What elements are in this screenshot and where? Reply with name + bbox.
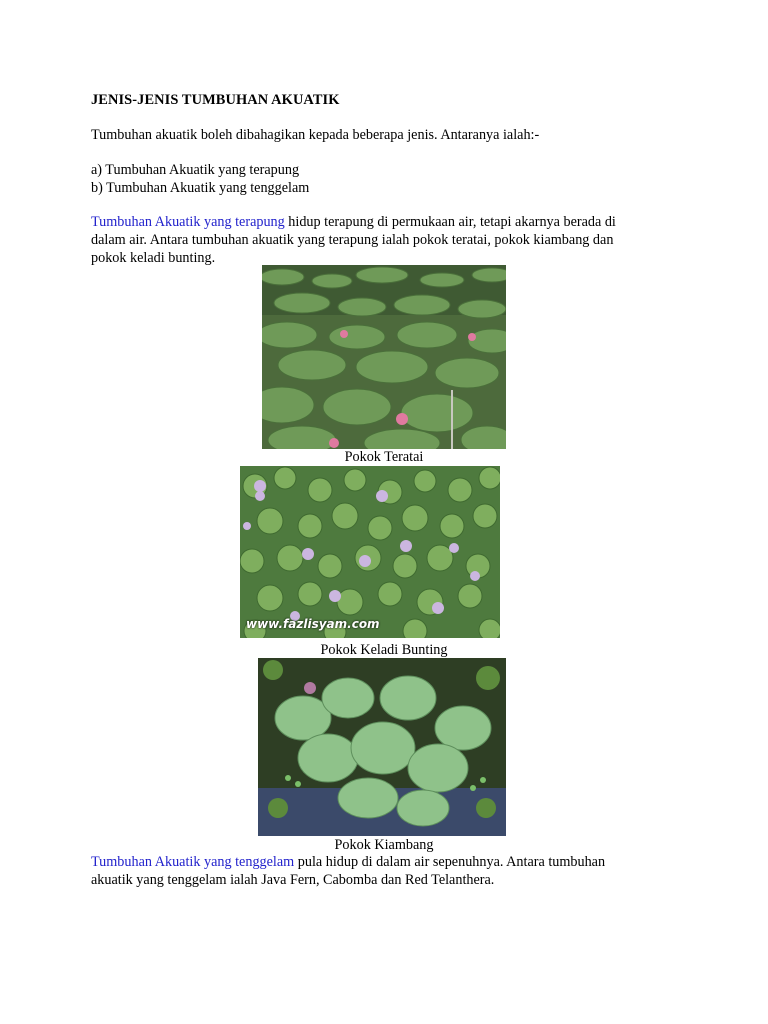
figure-caption: Pokok Teratai	[344, 449, 424, 465]
water-lettuce-photo	[258, 658, 506, 836]
submerged-plants-link[interactable]: Tumbuhan Akuatik yang tenggelam	[91, 854, 295, 870]
floating-plants-link[interactable]: Tumbuhan Akuatik yang terapung	[91, 214, 285, 230]
figure-caption: Pokok Kiambang	[334, 837, 434, 853]
section2-line: akuatik yang tenggelam ialah Java Fern, Cabomba dan Red Telanthera.	[91, 872, 495, 888]
water-hyacinth-photo	[240, 466, 500, 638]
section1-text: hidup terapung di permukaan air, tetapi akarnya berada di	[284, 214, 616, 230]
document-title: JENIS-JENIS TUMBUHAN AKUATIK	[91, 92, 340, 108]
figure-caption: Pokok Keladi Bunting	[320, 642, 448, 658]
list-item: b) Tumbuhan Akuatik yang tenggelam	[91, 180, 310, 196]
section1-line	[91, 214, 671, 231]
section2-text: pula hidup di dalam air sepenuhnya. Antara tumbuhan	[294, 854, 606, 870]
lotus-photo	[262, 265, 506, 449]
section1-line: dalam air. Antara tumbuhan akuatik yang terapung ialah pokok teratai, pokok kiambang dan	[91, 232, 614, 248]
intro-paragraph: Tumbuhan akuatik boleh dibahagikan kepada beberapa jenis. Antaranya ialah:-	[91, 127, 540, 143]
list-item: a) Tumbuhan Akuatik yang terapung	[91, 162, 300, 178]
photo-watermark: www.fazlisyam.com	[246, 617, 380, 631]
section1-line: pokok keladi bunting.	[91, 250, 216, 266]
section2-line	[91, 854, 671, 871]
